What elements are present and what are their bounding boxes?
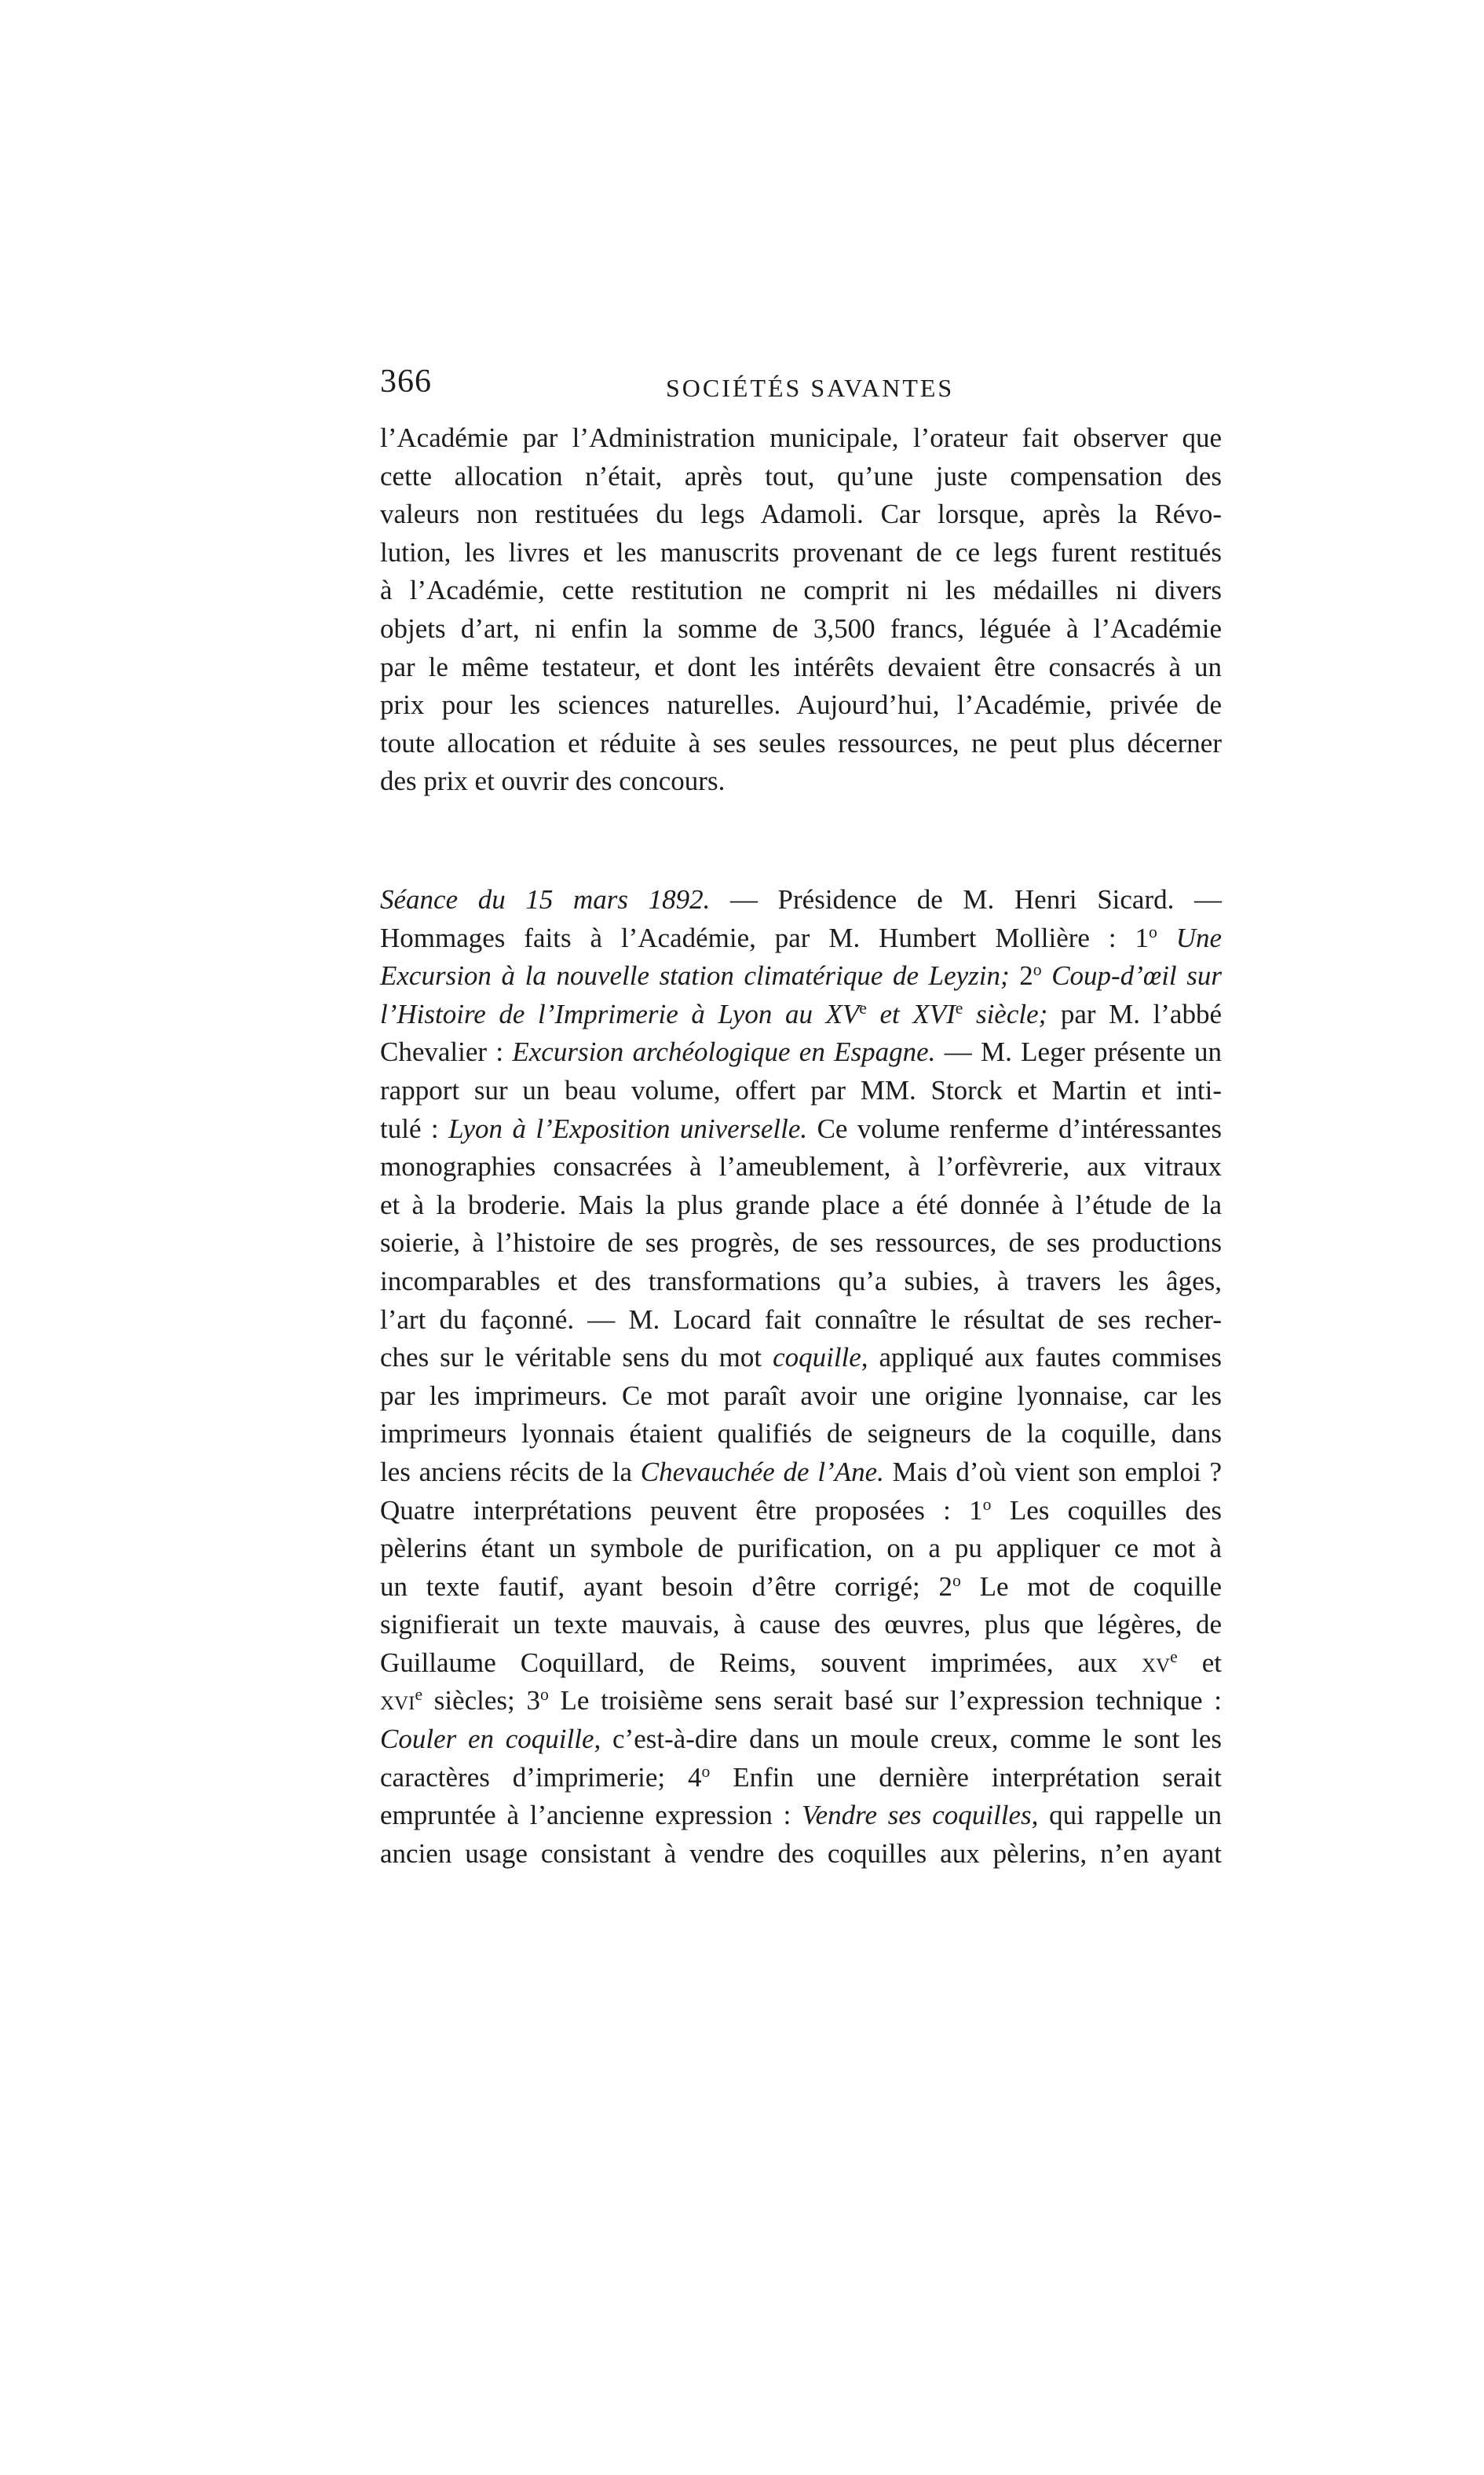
text-line: rapport sur un beau volume, offert par MM. Storck et Martin et inti- [380, 1074, 1222, 1106]
paragraph-text [380, 881, 1222, 1873]
century-numeral: xvi [380, 1685, 415, 1716]
text-line [380, 1682, 1222, 1720]
text-line: prix pour les sciences naturelles. Aujourd’hui, l’Académie, privée de [380, 689, 1222, 721]
text-line [380, 1339, 1222, 1377]
text-run: les anciens récits de la [380, 1456, 641, 1487]
italic-title: et XVI [866, 998, 956, 1029]
italic-phrase: Couler en coquille, [380, 1724, 601, 1755]
text-line: par les imprimeurs. Ce mot paraît avoir une origine lyonnaise, car les [380, 1380, 1222, 1411]
superscript: e [859, 998, 867, 1018]
text-run: Hommages faits à l’Académie, par M. Humbert Mollière : 1 [380, 922, 1149, 953]
text-line: par le même testateur, et dont les intérêts devaient être consacrés à un [380, 651, 1222, 682]
superscript: o [539, 1685, 549, 1705]
italic-title: Chevauchée de l’Ane. [640, 1456, 884, 1487]
text-line [380, 1568, 1222, 1607]
superscript: o [701, 1761, 711, 1781]
italic-title: siècle; [963, 998, 1048, 1029]
italic-word: coquille, [773, 1342, 868, 1373]
session-date: Séance du 15 mars 1892. [380, 884, 711, 915]
text-run: — M. Leger présente un [935, 1036, 1222, 1068]
text-run: un texte fautif, ayant besoin d’être corrigé; 2 [380, 1570, 952, 1602]
italic-title: Lyon à l’Exposition universelle. [448, 1113, 808, 1144]
italic-title: Coup-d’œil sur [1041, 960, 1222, 992]
text-run: Quatre interprétations peuvent être proposées : 1 [380, 1494, 983, 1526]
text-run: 2 [1009, 960, 1033, 992]
text-run: — Présidence de M. Henri Sicard. — [710, 884, 1222, 915]
text-run: siècles; 3 [422, 1685, 540, 1716]
text-line: ancien usage consistant à vendre des coquilles aux pèlerins, n’en ayant [380, 1837, 1222, 1869]
text-run: empruntée à l’ancienne expression : [380, 1800, 802, 1831]
text-run: appliqué aux fautes commises [868, 1342, 1222, 1373]
text-line [380, 881, 1222, 919]
text-line: signifierait un texte mauvais, à cause des œuvres, plus que légères, de [380, 1609, 1222, 1640]
superscript: e [955, 998, 963, 1018]
text-run: Le troisième sens serait basé sur l’expression technique : [548, 1685, 1222, 1716]
text-run: c’est-à-dire dans un moule creux, comme le sont les [601, 1724, 1222, 1755]
text-line: soierie, à l’histoire de ses progrès, de ses ressources, de ses productions [380, 1227, 1222, 1259]
text-line: et à la broderie. Mais la plus grande place a été donnée à l’étude de la [380, 1189, 1222, 1220]
text-run: et [1177, 1647, 1222, 1678]
superscript: o [982, 1494, 992, 1514]
text-line [380, 1453, 1222, 1492]
text-line: objets d’art, ni enfin la somme de 3,500 francs, léguée à l’Académie [380, 612, 1222, 644]
italic-phrase: Vendre ses coquilles, [802, 1800, 1039, 1831]
text-run: Ce volume renferme d’intéressantes [807, 1113, 1222, 1144]
text-run: par M. l’abbé [1047, 998, 1223, 1029]
text-line: lution, les livres et les manuscrits provenant de ce legs furent restitués [380, 536, 1222, 568]
text-line [380, 996, 1222, 1034]
text-line [380, 1492, 1222, 1530]
text-line [380, 1033, 1222, 1072]
text-run: Le mot de coquille [960, 1570, 1223, 1602]
text-line: l’art du façonné. — M. Locard fait connaître le résultat de ses recher- [380, 1303, 1222, 1335]
century-numeral: xv [1142, 1647, 1171, 1678]
text-run: Enfin une dernière interprétation serait [710, 1761, 1222, 1793]
italic-title: l’Histoire de l’Imprimerie à Lyon au XV [380, 998, 860, 1029]
superscript: e [1170, 1647, 1178, 1666]
text-line: cette allocation n’était, après tout, qu’une juste compensation des [380, 460, 1222, 492]
superscript: e [415, 1685, 423, 1705]
running-title: SOCIÉTÉS SAVANTES [666, 374, 955, 402]
text-run: Mais d’où vient son emploi ? [883, 1456, 1222, 1487]
text-line: monographies consacrées à l’ameublement, à l’orfèvrerie, aux vitraux [380, 1151, 1222, 1183]
text-line: imprimeurs lyonnais étaient qualifiés de seigneurs de la coquille, dans [380, 1418, 1222, 1450]
italic-title: Excursion archéologique en Espagne. [512, 1036, 936, 1068]
superscript: o [1033, 960, 1042, 980]
italic-title: Excursion à la nouvelle station climatérique de Leyzin; [380, 960, 1010, 992]
page-number: 366 [380, 364, 432, 400]
text-line: toute allocation et réduite à ses seules ressources, ne peut plus décerner [380, 727, 1222, 759]
text-line [380, 1797, 1222, 1835]
text-line [380, 1644, 1222, 1683]
text-run: Guillaume Coquillard, de Reims, souvent imprimées, aux [380, 1647, 1142, 1678]
paragraph-academie-allocation [380, 419, 1222, 801]
paragraph-text [380, 419, 1222, 801]
text-line: pèlerins étant un symbole de purification, on a pu appliquer ce mot à [380, 1533, 1222, 1564]
text-line [380, 1110, 1222, 1149]
text-line: à l’Académie, cette restitution ne comprit ni les médailles ni divers [380, 575, 1222, 606]
text-run: qui rappelle un [1038, 1800, 1223, 1831]
text-line [380, 1720, 1222, 1759]
text-line [380, 1759, 1222, 1797]
text-line: valeurs non restituées du legs Adamoli. Car lorsque, après la Révo- [380, 499, 1222, 530]
text-run: ches sur le véritable sens du mot [380, 1342, 773, 1373]
italic-title: Une [1157, 922, 1222, 953]
text-run: Chevalier : [380, 1036, 513, 1068]
text-line [380, 957, 1222, 996]
text-line [380, 919, 1222, 958]
text-line: incomparables et des transformations qu’a subies, à travers les âges, [380, 1265, 1222, 1296]
text-run: caractères d’imprimerie; 4 [380, 1761, 702, 1793]
superscript: o [952, 1570, 961, 1590]
paragraph-seance-15-mars-1892 [380, 881, 1222, 1873]
text-line: des prix et ouvrir des concours. [380, 766, 726, 797]
text-line: l’Académie par l’Administration municipale, l’orateur fait observer que [380, 422, 1222, 453]
text-run: Les coquilles des [991, 1494, 1222, 1526]
text-run: tulé : [380, 1113, 449, 1144]
superscript: o [1148, 922, 1157, 941]
